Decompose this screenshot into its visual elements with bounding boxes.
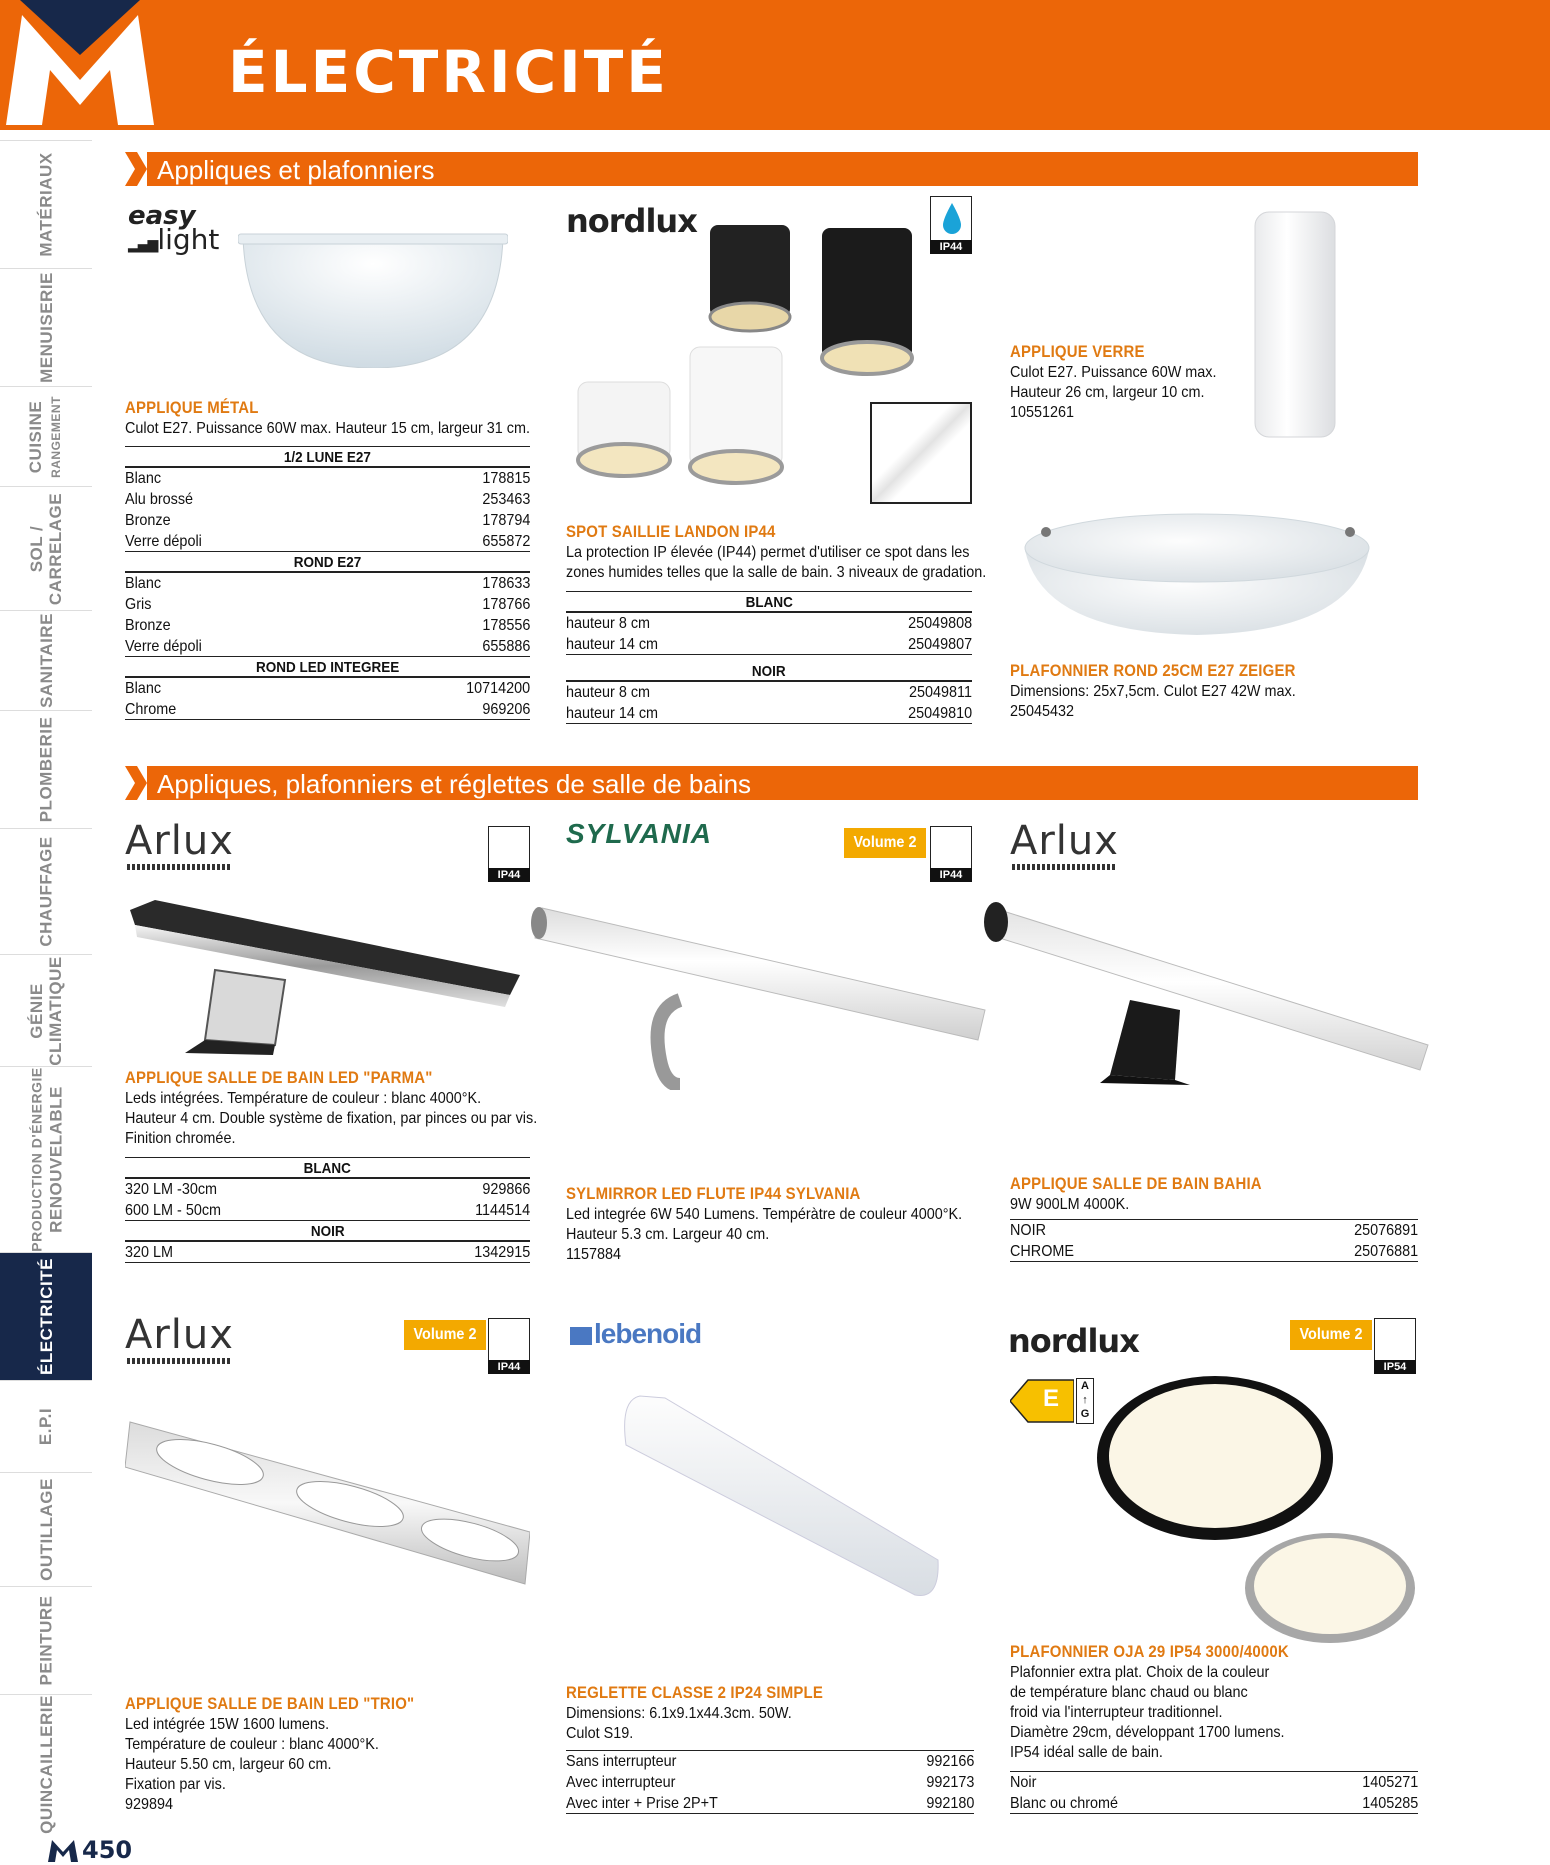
product-ref-table <box>1010 1219 1418 1262</box>
sidebar-item-label: E.P.I <box>36 1407 56 1446</box>
volume2-badge: Volume 2 <box>404 1320 486 1350</box>
brand-logo-nordlux: nordlux <box>1008 1322 1139 1360</box>
sidebar-item-label: SOL / <box>27 525 47 572</box>
page-header <box>0 0 1550 130</box>
sidebar-item-sublabel: RENOUVELABLE <box>46 1086 66 1233</box>
product-ref-table <box>125 446 530 720</box>
product-title: PLAFONNIER ROND 25CM E27 ZEIGER <box>1010 661 1296 680</box>
product-description: Leds intégrées. Température de couleur : blanc 4000°K. Hauteur 4 cm. Double système de fixation, par pinces ou par vis. Finition chromée. <box>125 1090 538 1147</box>
round-ceiling-light-image <box>1022 480 1372 640</box>
product-title: PLAFONNIER OJA 29 IP54 3000/4000K <box>1010 1642 1289 1661</box>
sidebar-item-outillage[interactable] <box>0 1472 92 1586</box>
brand-logo-nordlux: nordlux <box>566 202 697 240</box>
brand-logo-easylight: easy ▂▄▆light <box>128 201 220 256</box>
table-row: 320 LM -30cm 929866 <box>125 1181 530 1198</box>
energy-class-text: E <box>1043 1385 1060 1412</box>
sidebar-item-production-energie[interactable] <box>0 1066 92 1252</box>
product-title: SPOT SAILLIE LANDON IP44 <box>566 522 776 541</box>
table-group-header: BLANC <box>566 592 972 613</box>
table-row: Bronze 178794 <box>125 512 530 529</box>
brand-logo-arlux: Arlux <box>125 1312 234 1358</box>
sidebar-item-label: PEINTURE <box>36 1595 56 1686</box>
ip44-badge: IP44 <box>930 826 972 882</box>
volume2-badge: Volume 2 <box>844 828 926 858</box>
brand-logo-bar <box>127 1358 231 1364</box>
brand-mini-logo-icon <box>48 1840 78 1862</box>
sidebar-item-plomberie[interactable] <box>0 710 92 828</box>
table-group-header: NOIR <box>125 1221 530 1242</box>
ip54-badge: IP54 <box>1374 1318 1416 1374</box>
product-description: Dimensions: 25x7,5cm. Culot E27 42W max. 25045432 <box>1010 683 1296 720</box>
product-ref-table <box>566 591 972 724</box>
reglette-ip24-image <box>620 1390 940 1600</box>
table-row: Bronze 178556 <box>125 617 530 634</box>
product-description: Led integrée 6W 540 Lumens. Tempéràtre de couleur 4000°K. Hauteur 5.3 cm. Largeur 40 cm. 1157884 <box>566 1206 963 1263</box>
sidebar-item-label: GÉNIE <box>27 982 47 1039</box>
table-row: hauteur 8 cm 25049808 <box>566 615 972 632</box>
sidebar-item-label: CUISINE <box>26 400 45 473</box>
table-row: Blanc 178815 <box>125 470 530 487</box>
table-row: Verre dépoli 655886 <box>125 638 530 655</box>
sidebar-item-sanitaire[interactable] <box>0 610 92 710</box>
sidebar-item-cuisine[interactable] <box>0 386 92 486</box>
glass-cylinder-lamp-image <box>1250 210 1340 440</box>
sidebar-item-quincaillerie[interactable] <box>0 1694 92 1834</box>
sidebar-item-label: PLOMBERIE <box>36 716 56 823</box>
chevron-right-icon <box>125 766 147 800</box>
bahia-bathroom-lamp-image <box>980 900 1430 1090</box>
section-banner-salle-de-bains <box>125 766 1418 800</box>
table-row: Avec inter + Prise 2P+T 992180 <box>566 1795 974 1812</box>
product-ref-table <box>125 1157 530 1263</box>
product-title: SYLMIRROR LED FLUTE IP44 SYLVANIA <box>566 1184 861 1203</box>
product-description: Led intégrée 15W 1600 lumens. Température de couleur : blanc 4000°K. Hauteur 5.50 cm, largeur 60 cm. Fixation par vis. 929894 <box>125 1716 379 1813</box>
brand-logo-sylvania: SYLVANIA <box>566 818 712 849</box>
table-group-header: ROND E27 <box>125 552 530 573</box>
product-description: La protection IP élevée (IP44) permet d'utiliser ce spot dans les zones humides telles que la salle de bain. 3 niveaux de gradation. <box>566 544 987 581</box>
table-row: Blanc 178633 <box>125 575 530 592</box>
sidebar-item-genie-climatique[interactable] <box>0 954 92 1066</box>
brand-logo-bar <box>1012 864 1116 870</box>
table-row: Avec interrupteur 992173 <box>566 1774 974 1791</box>
table-row: Alu brossé 253463 <box>125 491 530 508</box>
sidebar-item-sublabel: CLIMATIQUE <box>46 955 66 1066</box>
table-row: Chrome 969206 <box>125 701 530 718</box>
table-row: 600 LM - 50cm 1144514 <box>125 1202 530 1219</box>
parma-led-lamp-image <box>125 895 525 1060</box>
volume2-badge: Volume 2 <box>1290 1320 1372 1350</box>
product-ref-table <box>1010 1771 1418 1814</box>
table-row: hauteur 8 cm 25049811 <box>566 684 972 701</box>
sidebar-item-sublabel: RANGEMENT <box>49 395 63 478</box>
product-description: 9W 900LM 4000K. <box>1010 1196 1130 1213</box>
sidebar-item-label: MENUISERIE <box>36 272 56 383</box>
water-drop-icon <box>941 201 963 235</box>
sylmirror-led-flute-image <box>530 900 990 1090</box>
ip44-badge: IP44 <box>488 1318 530 1374</box>
brand-logo-bar <box>127 864 231 870</box>
sidebar-item-label: SANITAIRE <box>36 613 56 708</box>
sidebar-item-sol-carrelage[interactable] <box>0 486 92 610</box>
table-row: 320 LM 1342915 <box>125 1244 530 1261</box>
chevron-right-icon <box>125 152 147 186</box>
trio-led-lamp-image <box>125 1412 530 1592</box>
product-description: Culot E27. Puissance 60W max. Hauteur 15 cm, largeur 31 cm. <box>125 420 530 437</box>
energy-label <box>1010 1378 1094 1424</box>
table-row: Blanc 10714200 <box>125 680 530 697</box>
table-group-header: ROND LED INTEGREE <box>125 657 530 678</box>
sidebar-item-materiaux[interactable] <box>0 140 92 268</box>
table-row: NOIR 25076891 <box>1010 1222 1418 1239</box>
section-banner-appliques <box>125 152 1418 186</box>
sidebar-item-menuiserie[interactable] <box>0 268 92 386</box>
page-number: 450 <box>82 1836 133 1864</box>
brand-logo-arlux: Arlux <box>1010 818 1119 864</box>
page-title: ÉLECTRICITÉ <box>228 38 669 106</box>
finish-swatch <box>870 402 972 504</box>
table-group-header: BLANC <box>125 1158 530 1179</box>
product-title: APPLIQUE SALLE DE BAIN BAHIA <box>1010 1174 1262 1193</box>
sidebar-item-label: PRODUCTION D'ÉNERGIE <box>28 1067 45 1252</box>
product-description: Plafonnier extra plat. Choix de la couleur de température blanc chaud ou blanc froid via l'interrupteur traditionnel. Diamètre 29cm, développant 1700 lumens. IP54 idéal salle de bain. <box>1010 1664 1285 1761</box>
product-description: Culot E27. Puissance 60W max. Hauteur 26 cm, largeur 10 cm. 10551261 <box>1010 364 1217 421</box>
table-row: Noir 1405271 <box>1010 1774 1418 1791</box>
product-title: APPLIQUE MÉTAL <box>125 398 259 417</box>
sidebar-item-sublabel: CARRELAGE <box>46 492 66 605</box>
section-title: Appliques et plafonniers <box>157 155 435 185</box>
sidebar-item-label: ÉLECTRICITÉ <box>36 1258 56 1375</box>
brand-logo-arlux: Arlux <box>125 818 234 864</box>
table-row: hauteur 14 cm 25049810 <box>566 705 972 722</box>
section-title: Appliques, plafonniers et réglettes de salle de bains <box>157 769 752 799</box>
energy-scale: A ↑ G <box>1076 1378 1094 1424</box>
oja-flat-ceiling-light-image <box>1090 1368 1420 1648</box>
ip44-badge: IP44 <box>488 826 530 882</box>
sidebar-item-label: QUINCAILLERIE <box>36 1695 56 1834</box>
product-title: APPLIQUE SALLE DE BAIN LED "TRIO" <box>125 1694 415 1713</box>
sidebar-item-epi[interactable] <box>0 1380 92 1472</box>
table-row: Verre dépoli 655872 <box>125 533 530 550</box>
sidebar-item-chauffage[interactable] <box>0 828 92 954</box>
sidebar-item-label: CHAUFFAGE <box>36 836 56 947</box>
product-title: REGLETTE CLASSE 2 IP24 SIMPLE <box>566 1683 823 1702</box>
brand-logo-lebenoid: lebenoid <box>570 1318 701 1350</box>
table-row: hauteur 14 cm 25049807 <box>566 636 972 653</box>
table-row: CHROME 25076881 <box>1010 1243 1418 1260</box>
table-row: Blanc ou chromé 1405285 <box>1010 1795 1418 1812</box>
energy-class-arrow-icon <box>1010 1378 1074 1424</box>
table-group-header: NOIR <box>566 661 972 682</box>
table-group-header: 1/2 LUNE E27 <box>125 447 530 468</box>
product-title: APPLIQUE SALLE DE BAIN LED "PARMA" <box>125 1068 433 1087</box>
ip44-badge: IP44 <box>930 196 972 254</box>
wall-lamp-half-moon-image <box>238 228 508 368</box>
product-ref-table <box>566 1750 974 1814</box>
sidebar-item-label: OUTILLAGE <box>36 1478 56 1581</box>
brand-logo-icon <box>0 0 160 130</box>
sidebar-item-electricite[interactable] <box>0 1252 92 1380</box>
sidebar-item-label: MATÉRIAUX <box>36 152 56 257</box>
product-title: APPLIQUE VERRE <box>1010 342 1145 361</box>
table-row: Gris 178766 <box>125 596 530 613</box>
sidebar-item-peinture[interactable] <box>0 1586 92 1694</box>
table-row: Sans interrupteur 992166 <box>566 1753 974 1770</box>
product-description: Dimensions: 6.1x9.1x44.3cm. 50W. Culot S19. <box>566 1705 792 1742</box>
